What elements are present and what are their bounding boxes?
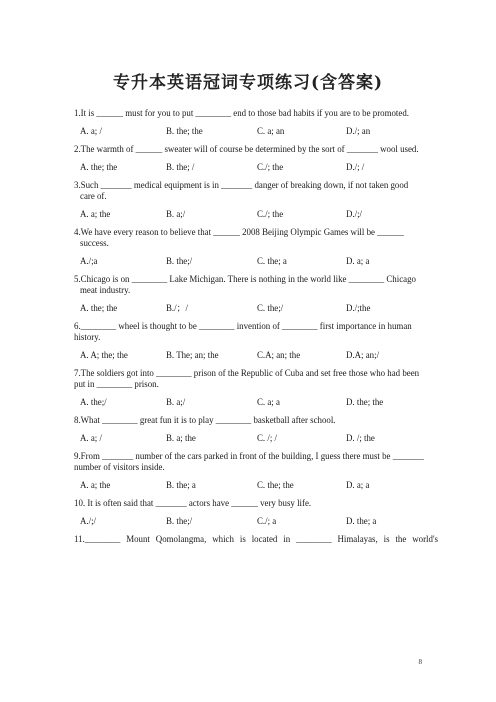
option-b: B. The; an; the [166, 350, 219, 360]
question-5 [74, 274, 438, 314]
option-a: A./;a [80, 256, 98, 266]
option-a: A. the; the [80, 162, 118, 172]
question-stem: 2.The warmth of ______ sweater will of course be determined by the sort of _______ wool used. [74, 144, 419, 154]
answer-options [74, 480, 438, 491]
answer-options [74, 433, 438, 444]
answer-options [74, 209, 438, 220]
question-stem-continued: success. [80, 238, 109, 248]
option-d: D. a; a [346, 256, 370, 266]
page-title: 专升本英语冠词专项练习(含答案) [112, 73, 384, 93]
option-a: A./;/ [80, 516, 97, 526]
question-4 [74, 227, 438, 267]
question-stem: 7.The soldiers got into ________ prison of the Republic of Cuba and set free those who had been [74, 368, 420, 378]
option-c: C. the;/ [257, 303, 284, 313]
question-list [74, 108, 438, 545]
answer-options [74, 162, 438, 173]
option-d: D.A; an;/ [346, 350, 380, 360]
option-c: C. /; / [257, 433, 277, 443]
question-stem: 1.It is ______ must for you to put ________ end to those bad habits if you are to be promoted. [74, 108, 409, 118]
option-d: D./; / [346, 162, 365, 172]
question-stem: 11.________ Mount Qomolangma, which is located in ________ Himalayas, is the world's [74, 534, 438, 544]
option-a: A. a; the [80, 209, 111, 219]
option-d: D. a; a [346, 480, 370, 490]
question-stem-continued: meat industry. [80, 285, 131, 295]
question-stem: 9.From _______ number of the cars parked in front of the building, I guess there must be _______ [74, 451, 424, 461]
answer-options [74, 126, 438, 137]
question-stem: 10. It is often said that _______ actors have ______ very busy life. [74, 498, 312, 508]
question-3 [74, 180, 438, 220]
option-b: B. the; the [166, 126, 203, 136]
question-2 [74, 144, 438, 173]
option-a: A. a; / [80, 126, 102, 136]
question-stem-continued: history. [74, 332, 101, 342]
answer-options [74, 397, 438, 408]
question-stem: 8.What ________ great fun it is to play ________ basketball after school. [74, 415, 336, 425]
question-stem: 5.Chicago is on ________ Lake Michigan. There is nothing in the world like ________ Chicago [74, 274, 416, 284]
option-c: C. the; a [257, 256, 287, 266]
answer-options [74, 303, 438, 314]
question-9 [74, 451, 438, 491]
option-b: B. the;/ [166, 256, 193, 266]
question-10 [74, 498, 438, 527]
answer-options [74, 516, 438, 527]
option-b: B. a;/ [166, 397, 186, 407]
question-stem-continued: number of visitors inside. [74, 462, 165, 472]
option-c: C. a; a [257, 397, 280, 407]
option-b: B. a;/ [166, 209, 186, 219]
option-a: A. the; the [80, 303, 118, 313]
option-d: D. the; a [346, 516, 377, 526]
question-stem: 4.We have every reason to believe that ______ 2008 Beijing Olympic Games will be ______ [74, 227, 404, 237]
option-c: C.A; an; the [257, 350, 301, 360]
option-c: C./; a [257, 516, 277, 526]
question-stem: 6.________ wheel is thought to be ________ invention of ________ first importance in human [74, 321, 412, 331]
question-8 [74, 415, 438, 444]
option-d: D./;/ [346, 209, 363, 219]
answer-options [74, 350, 438, 361]
question-stem: 3.Such _______ medical equipment is in _______ danger of breaking down, if not taken good [74, 180, 409, 190]
option-b: B. the;/ [166, 516, 193, 526]
question-7 [74, 368, 438, 408]
option-b: B. a; the [166, 433, 196, 443]
option-c: C./; the [257, 162, 284, 172]
question-stem-continued: put in ________ prison. [74, 379, 159, 389]
question-stem-continued: care of. [80, 191, 107, 201]
option-c: C. the; the [257, 480, 294, 490]
option-a: A. the;/ [80, 397, 107, 407]
option-a: A. A; the; the [80, 350, 128, 360]
answer-options [74, 256, 438, 267]
option-b: B. the; a [166, 480, 196, 490]
option-a: A. a; / [80, 433, 102, 443]
option-d: D. the; the [346, 397, 384, 407]
option-d: D./;the [346, 303, 371, 313]
page-number: 8 [418, 658, 422, 666]
option-b: B. the; / [166, 162, 195, 172]
question-1 [74, 108, 438, 137]
option-a: A. a; the [80, 480, 111, 490]
option-d: D./; an [346, 126, 371, 136]
option-c: C. a; an [257, 126, 285, 136]
question-6 [74, 321, 438, 361]
question-11 [74, 534, 438, 545]
option-d: D. /; the [346, 433, 375, 443]
option-c: C./; the [257, 209, 284, 219]
option-b: B./；/ [166, 303, 188, 313]
